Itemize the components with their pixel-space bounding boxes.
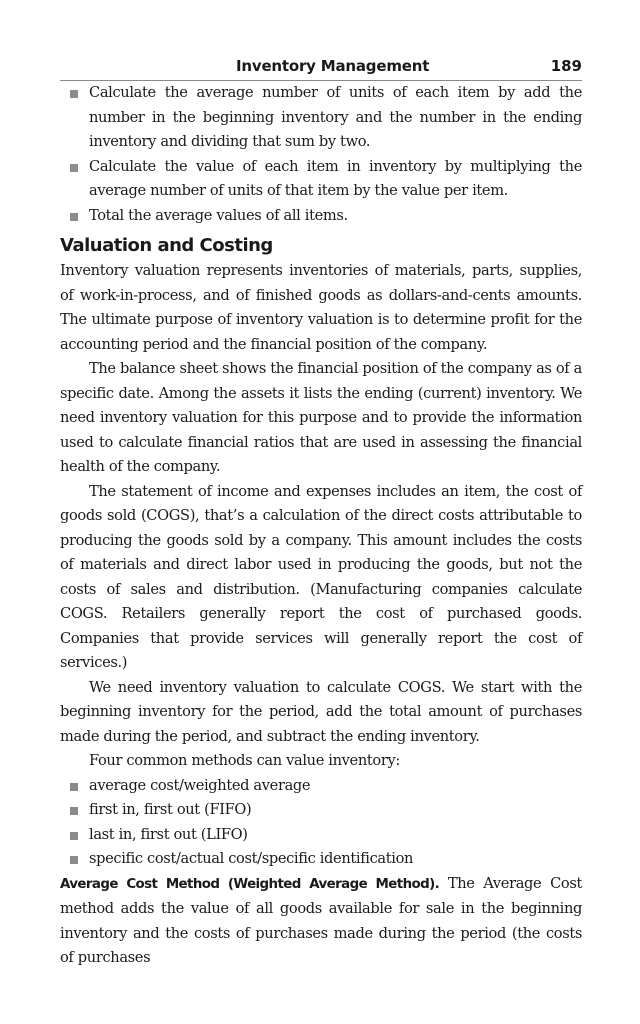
average-cost-text: The Average Cost method adds the value of all goods available for sale in the beginning inventory and the costs of purchases made during the period (the costs of purchases [60,874,582,966]
square-bullet-icon [70,213,78,221]
list-item [60,823,582,848]
average-cost-paragraph [60,872,582,971]
run-in-heading: Average Cost Method (Weighted Average Method). [60,876,440,892]
book-page [60,52,582,971]
list-item [60,847,582,872]
square-bullet-icon [70,807,78,815]
list-item [60,155,582,204]
list-item-text: Calculate the average number of units of each item by add the number in the beginning inventory and the number in the ending inventory and dividing that sum by two. [89,84,582,150]
square-bullet-icon [70,164,78,172]
square-bullet-icon [70,856,78,864]
square-bullet-icon [70,783,78,791]
list-item-text: last in, first out (LIFO) [89,825,248,843]
list-item-text: Calculate the value of each item in inventory by multiplying the average number of units of that item by the value per item. [89,157,582,199]
list-item-text: first in, first out (FIFO) [89,801,252,818]
running-header [60,52,582,81]
page-body [60,81,582,971]
paragraph: The statement of income and expenses includes an item, the cost of goods sold (COGS), that’s a calculation of the direct costs attributable to producing the goods sold by a company. This amount includes the costs of materials and direct labor used in producing the goods, but not the costs of sales and distribution. (Manufacturing companies calculate COGS. Retailers generally report the cost of purchased goods. Companies that provide services will generally report the cost of services.) [60,482,582,671]
paragraph: Four common methods can value inventory: [89,752,400,769]
intro-bullet-list [60,81,582,228]
square-bullet-icon [70,90,78,98]
methods-bullet-list [60,774,582,872]
paragraph: The balance sheet shows the financial position of the company as of a specific date. Among the assets it lists the ending (current) inventory. We need inventory valuation for this purpose and to provide the information used to calculate financial ratios that are used in assessing the financial health of the company. [60,360,582,475]
list-item-text: Total the average values of all items. [89,206,348,224]
paragraph: We need inventory valuation to calculate COGS. We start with the beginning inventory for the period, add the total amount of purchases made during the period, and subtract the ending inventory. [60,678,582,745]
list-item-text: average cost/weighted average [89,776,311,794]
list-item [60,774,582,799]
square-bullet-icon [70,832,78,840]
list-item [60,798,582,823]
list-item-text: specific cost/actual cost/specific identification [89,850,414,867]
page-number: 189 [550,57,582,75]
list-item [60,204,582,229]
header-title: Inventory Management [236,57,430,75]
section-heading: Valuation and Costing [60,235,273,256]
paragraph: Inventory valuation represents inventories of materials, parts, supplies, of work-in-process, and of finished goods as dollars-and-cents amounts. The ultimate purpose of inventory valuation is to determine profit for the accounting period and the financial position of the company. [60,262,582,353]
list-item [60,81,582,155]
